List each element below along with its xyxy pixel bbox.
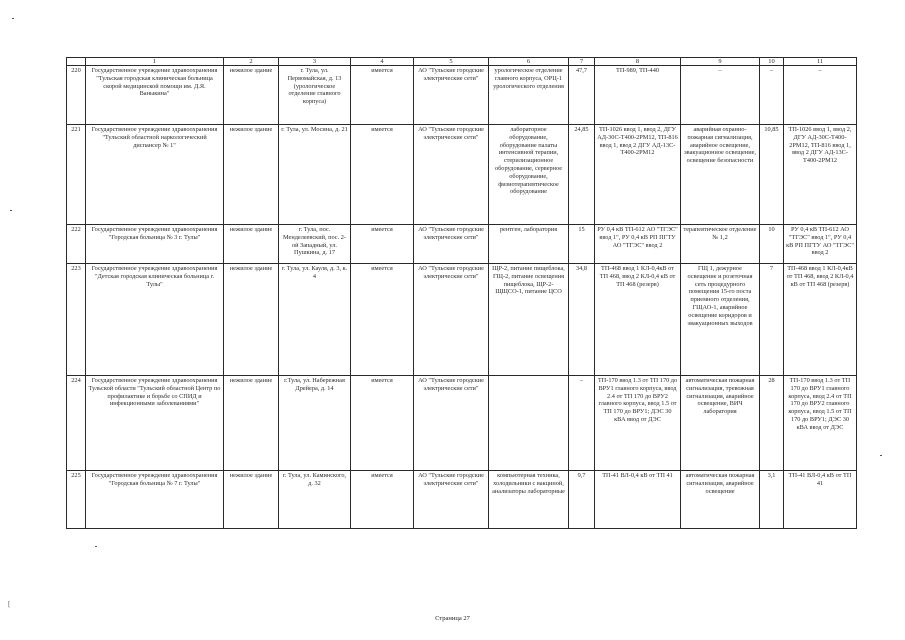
address: г. Тула, пос. Менделеевский, пос. 2-ой Западный, ул. Пушкина, д. 17 bbox=[279, 225, 351, 264]
power-kw: 47,7 bbox=[569, 66, 595, 125]
emergency-systems: терапевтическое отделение № 1,2 bbox=[681, 225, 760, 264]
building-type: нежилое здание bbox=[224, 225, 279, 264]
emergency-power-kw: 7 bbox=[760, 264, 784, 376]
availability: имеется bbox=[351, 376, 414, 471]
table-row bbox=[67, 225, 857, 264]
header-cell: 6 bbox=[489, 58, 569, 66]
emergency-systems: автоматическая пожарная сигнализация, тревожная сигнализация, аварийное освещение, ВИЧ лаборатория bbox=[681, 376, 760, 471]
scan-speck bbox=[95, 546, 97, 547]
emergency-power-kw: 28 bbox=[760, 376, 784, 471]
scan-speck bbox=[12, 18, 14, 19]
building-type: нежилое здание bbox=[224, 264, 279, 376]
address: г. Тула, ул. Кауля, д. 3, к. 4 bbox=[279, 264, 351, 376]
equipment: лабораторное оборудование, оборудование палаты интенсивной терапии, стерилизационное оборудование, серверное оборудование, физиотерапевтическое оборудование bbox=[489, 125, 569, 225]
table-row bbox=[67, 376, 857, 471]
emergency-supply-source: РУ 0,4 кВ ТП-612 АО "ТГЭС" ввод 1", РУ 0,4 кВ РП ПГТУ АО "ТГЭС" ввод 2 bbox=[784, 225, 857, 264]
header-cell: 10 bbox=[760, 58, 784, 66]
grid-operator: АО "Тульские городские электрические сети" bbox=[414, 125, 489, 225]
grid-operator: АО "Тульские городские электрические сети" bbox=[414, 471, 489, 529]
supply-source: ТП-989, ТП-440 bbox=[595, 66, 681, 125]
header-cell: 8 bbox=[595, 58, 681, 66]
equipment: урологическое отделение главного корпуса, ОРЦ-1 урологического отделения bbox=[489, 66, 569, 125]
address: г. Тула, ул. Каминского, д. 32 bbox=[279, 471, 351, 529]
address: г. Тула, ул. Мосина, д. 21 bbox=[279, 125, 351, 225]
scan-speck bbox=[10, 210, 12, 211]
institution-name: Государственное учреждение здравоохранения "Тульская городская клиническая больница скорой медицинской помощи им. Д.Я. Ваныкина" bbox=[86, 66, 224, 125]
header-cell: 3 bbox=[279, 58, 351, 66]
emergency-supply-source: ТП-468 ввод 1 КЛ-0,4кВ от ТП 468, ввод 2 КЛ-0,4 кВ от ТП 468 (резерв) bbox=[784, 264, 857, 376]
power-kw: 34,8 bbox=[569, 264, 595, 376]
header-cell-blank bbox=[67, 58, 86, 66]
emergency-systems: автоматическая пожарная сигнализация, аварийное освещение bbox=[681, 471, 760, 529]
institution-name: Государственное учреждение здравоохранения "Городская больница № 3 г. Тулы" bbox=[86, 225, 224, 264]
header-cell: 9 bbox=[681, 58, 760, 66]
emergency-supply-source: ТП-170 ввод 1.3 от ТП 170 до ВРУ1 главного корпуса, ввод 2.4 от ТП 170 до ВРУ2 главного корпуса, ввод 1.5 от ТП 170 до ВРУ1; ДЭС 30 кВА ввод от ДЭС bbox=[784, 376, 857, 471]
building-type: нежилое здание bbox=[224, 66, 279, 125]
row-number: 223 bbox=[67, 264, 86, 376]
institution-name: Государственное учреждение здравоохранения "Тульский областной наркологический диспансер № 1" bbox=[86, 125, 224, 225]
equipment: рентген, лаборатория bbox=[489, 225, 569, 264]
emergency-supply-source: ТП-41 ВЛ-0,4 кВ от ТП 41 bbox=[784, 471, 857, 529]
emergency-power-kw: – bbox=[760, 66, 784, 125]
equipment: компьютерная техника, холодильники с вакциной, анализаторы лабораторные bbox=[489, 471, 569, 529]
row-number: 224 bbox=[67, 376, 86, 471]
power-kw: 24,85 bbox=[569, 125, 595, 225]
emergency-supply-source: ТП-1026 ввод 1, ввод 2, ДГУ АД-30С-Т400-2РМ12, ТП-816 ввод 1, ввод 2 ДГУ АД-13С-Т400-2РМ12 bbox=[784, 125, 857, 225]
supply-source: ТП-468 ввод 1 КЛ-0,4кВ от ТП 468, ввод 2 КЛ-0,4 кВ от ТП 468 (резерв) bbox=[595, 264, 681, 376]
availability: имеется bbox=[351, 264, 414, 376]
page-footer: Страница 27 bbox=[435, 615, 470, 622]
grid-operator: АО "Тульские городские электрические сети" bbox=[414, 264, 489, 376]
availability: имеется bbox=[351, 225, 414, 264]
row-number: 220 bbox=[67, 66, 86, 125]
address: г. Тула, ул. Первомайская, д. 13 (урологическое отделение главного корпуса) bbox=[279, 66, 351, 125]
availability: имеется bbox=[351, 66, 414, 125]
header-cell: 1 bbox=[86, 58, 224, 66]
supply-source: ТП-170 ввод 1.3 от ТП 170 до ВРУ1 главного корпуса, ввод 2.4 от ТП 170 до ВРУ2 главного корпуса, ввод 1.5 от ТП 170 до ВРУ1; ДЭС 30 кВА ввод от ДЭС bbox=[595, 376, 681, 471]
power-kw: – bbox=[569, 376, 595, 471]
supply-source: РУ 0,4 кВ ТП-612 АО "ТГЭС" ввод 1", РУ 0,4 кВ РП ПГТУ АО "ТГЭС" ввод 2 bbox=[595, 225, 681, 264]
availability: имеется bbox=[351, 125, 414, 225]
building-type: нежилое здание bbox=[224, 471, 279, 529]
emergency-power-kw: 10 bbox=[760, 225, 784, 264]
supply-source: ТП-1026 ввод 1, ввод 2, ДГУ АД-30С-Т400-2РМ12, ТП-816 ввод 1, ввод 2 ДГУ АД-13С-Т400-2РМ12 bbox=[595, 125, 681, 225]
emergency-systems: – bbox=[681, 66, 760, 125]
power-kw: 9,7 bbox=[569, 471, 595, 529]
row-number: 222 bbox=[67, 225, 86, 264]
header-cell: 7 bbox=[569, 58, 595, 66]
facilities-table bbox=[66, 57, 857, 529]
column-numbers-row bbox=[67, 58, 857, 66]
scan-mark: [ bbox=[8, 600, 11, 608]
header-cell: 4 bbox=[351, 58, 414, 66]
emergency-systems: ГЩ 1, дежурное освещение и розеточная сеть процедурного помещения 15-го поста приемного отделения, ГЩАО-1, аварийное освещение коридоров и эвакуационных выходов bbox=[681, 264, 760, 376]
scan-speck bbox=[880, 455, 882, 456]
header-cell: 2 bbox=[224, 58, 279, 66]
institution-name: Государственное учреждение здравоохранения Тульской области "Тульский областной Центр по профилактике и борьбе со СПИД и инфекционными заболеваниями" bbox=[86, 376, 224, 471]
address: г.Тула, ул. Набережная Дрейера, д. 14 bbox=[279, 376, 351, 471]
emergency-power-kw: 10,85 bbox=[760, 125, 784, 225]
institution-name: Государственное учреждение здравоохранения "Городская больница № 7 г. Тулы" bbox=[86, 471, 224, 529]
emergency-systems: аварийная охранно-пожарная сигнализация, аварийное освещение, эвакуационное освещение, освещение безопасности bbox=[681, 125, 760, 225]
row-number: 221 bbox=[67, 125, 86, 225]
row-number: 225 bbox=[67, 471, 86, 529]
grid-operator: АО "Тульские городские электрические сети" bbox=[414, 376, 489, 471]
table-row bbox=[67, 125, 857, 225]
availability: имеется bbox=[351, 471, 414, 529]
power-kw: 15 bbox=[569, 225, 595, 264]
grid-operator: АО "Тульские городские электрические сети" bbox=[414, 225, 489, 264]
institution-name: Государственное учреждение здравоохранения "Детская городская клиническая больница г. Тулы" bbox=[86, 264, 224, 376]
emergency-supply-source: – bbox=[784, 66, 857, 125]
equipment bbox=[489, 376, 569, 471]
emergency-power-kw: 3,1 bbox=[760, 471, 784, 529]
header-cell: 11 bbox=[784, 58, 857, 66]
table-row bbox=[67, 471, 857, 529]
equipment: ЩР-2, питание пищеблока, ГЩ-2, питание освещения пищеблока, ЩР-2-ЩЩСО-1, питание ЦСО bbox=[489, 264, 569, 376]
table-row bbox=[67, 66, 857, 125]
table-row bbox=[67, 264, 857, 376]
supply-source: ТП-41 ВЛ-0,4 кВ от ТП 41 bbox=[595, 471, 681, 529]
building-type: нежилое здание bbox=[224, 376, 279, 471]
grid-operator: АО "Тульские городские электрические сети" bbox=[414, 66, 489, 125]
header-cell: 5 bbox=[414, 58, 489, 66]
building-type: нежилое здание bbox=[224, 125, 279, 225]
